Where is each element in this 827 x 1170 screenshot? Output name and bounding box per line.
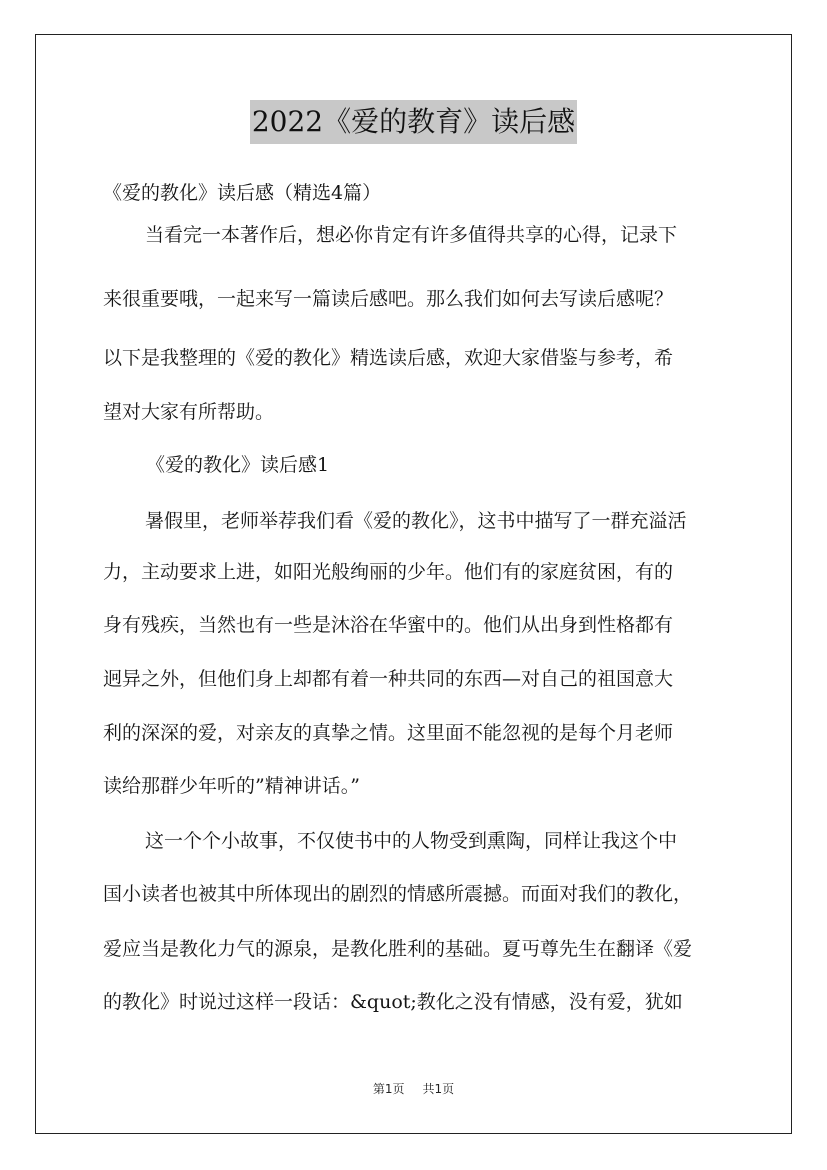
- paragraph-line: 爱应当是教化力气的源泉，是教化胜利的基础。夏丏尊先生在翻译《爱: [103, 938, 693, 960]
- document-subtitle: 《爱的教化》读后感（精选4篇）: [103, 182, 382, 204]
- paragraph-line: 这一个个小故事，不仅使书中的人物受到熏陶，同样让我这个中: [145, 830, 678, 852]
- paragraph-line: 的教化》时说过这样一段话：&quot;教化之没有情感，没有爱，犹如: [103, 991, 683, 1013]
- paragraph-line: 力，主动要求上进，如阳光般绚丽的少年。他们有的家庭贫困，有的: [103, 561, 674, 583]
- title-container: [0, 100, 827, 144]
- paragraph-line: 暑假里，老师举荐我们看《爱的教化》，这书中描写了一群充溢活: [145, 510, 687, 532]
- paragraph-line: 身有残疾，当然也有一些是沐浴在华蜜中的。他们从出身到性格都有: [103, 614, 674, 636]
- paragraph-line: 迥异之外，但他们身上却都有着一种共同的东西—对自己的祖国意大: [103, 668, 674, 690]
- page-total: 共1页: [422, 1082, 455, 1096]
- paragraph-line: 利的深深的爱，对亲友的真挚之情。这里面不能忽视的是每个月老师: [103, 722, 674, 744]
- intro-line: 望对大家有所帮助。: [103, 401, 275, 423]
- paragraph-line: 国小读者也被其中所体现出的剧烈的情感所震撼。而面对我们的教化，: [103, 883, 693, 905]
- intro-line: 当看完一本著作后，想必你肯定有许多值得共享的心得，记录下: [145, 224, 678, 246]
- page-number: 第1页: [372, 1082, 405, 1096]
- page-footer: [0, 1080, 827, 1098]
- document-title: 2022《爱的教育》读后感: [250, 100, 577, 144]
- paragraph-line: 读给那群少年听的”精神讲话。”: [103, 775, 360, 797]
- intro-line: 以下是我整理的《爱的教化》精选读后感，欢迎大家借鉴与参考，希: [103, 347, 674, 369]
- intro-line: 来很重要哦，一起来写一篇读后感吧。那么我们如何去写读后感呢？: [103, 288, 674, 310]
- section-heading: 《爱的教化》读后感1: [146, 454, 330, 476]
